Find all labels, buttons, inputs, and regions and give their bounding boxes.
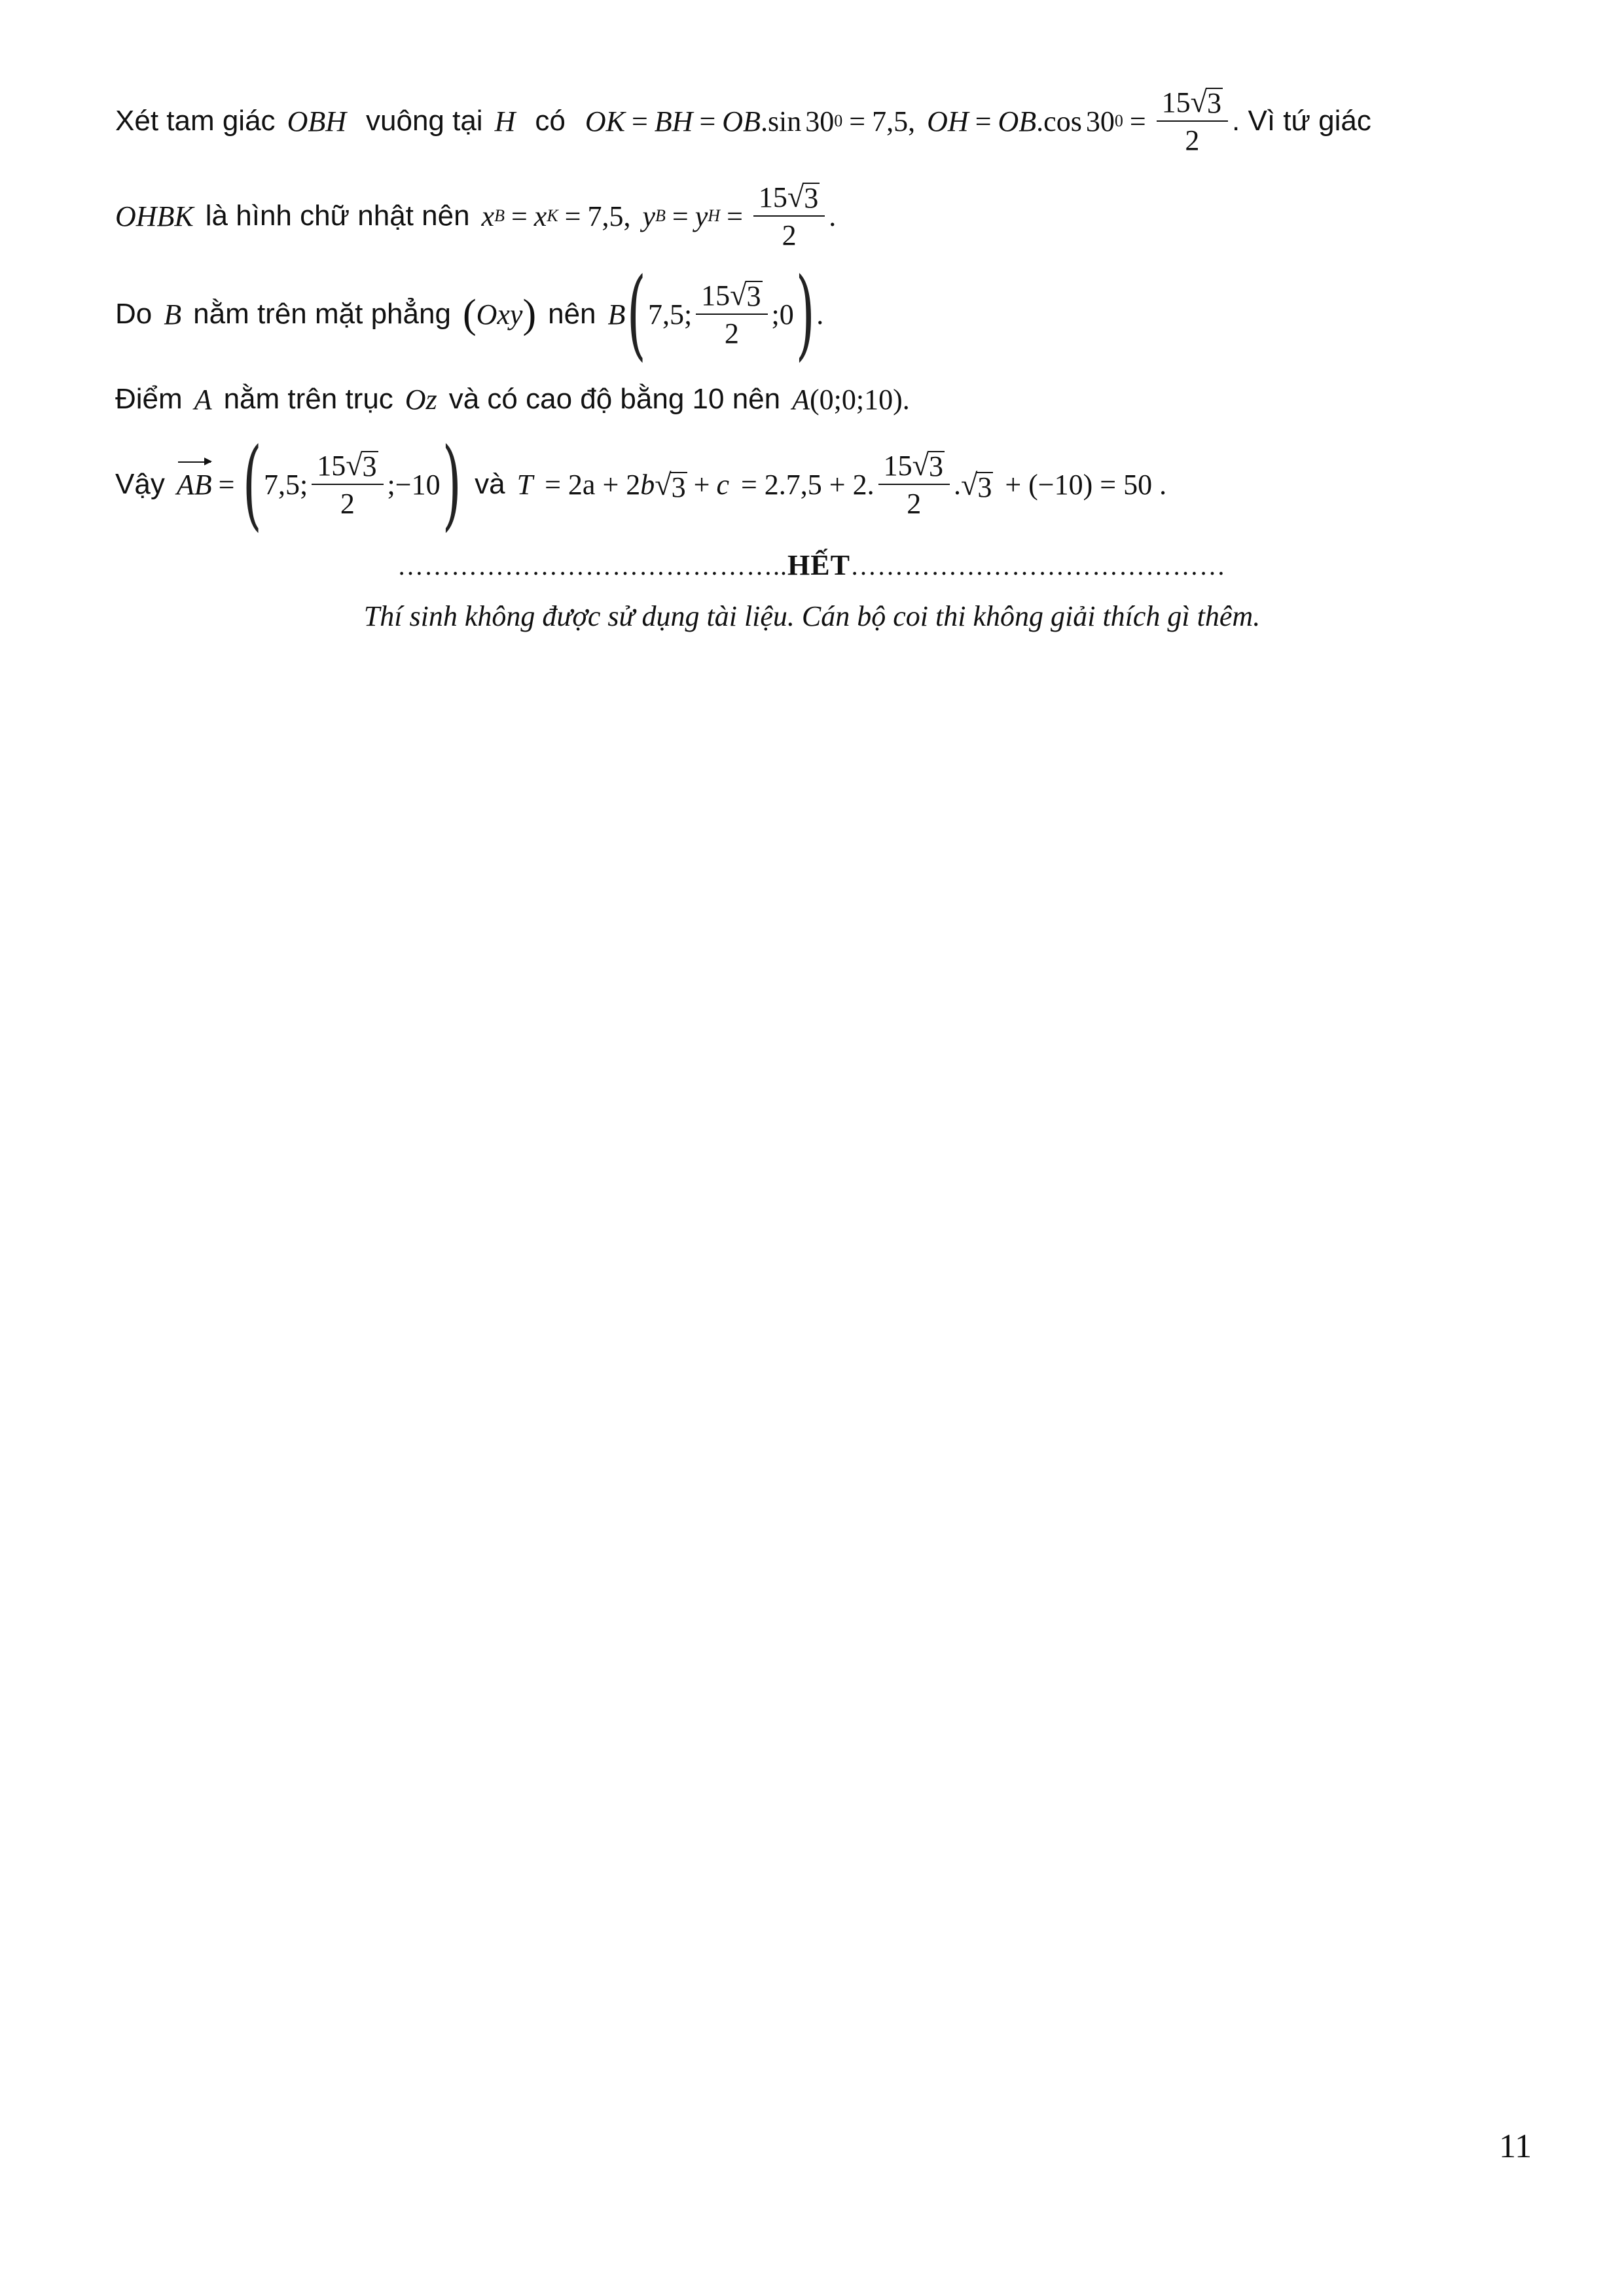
period: .: [829, 200, 837, 232]
text-diem: Điểm: [115, 383, 183, 415]
math-value-7-5: 7,5: [587, 200, 624, 232]
math-expression: = 2a + 2: [545, 468, 641, 501]
coord-x: 7,5;: [647, 298, 693, 331]
math-c: c: [716, 468, 729, 501]
math-equals: =: [1129, 105, 1146, 137]
text-va: và: [475, 468, 505, 500]
math-ok: OK: [585, 105, 625, 137]
big-paren-left: (: [243, 427, 262, 541]
text-xet-tam-giac: Xét tam giác: [115, 105, 276, 137]
math-y: y: [642, 200, 656, 232]
math-sin: .sin: [760, 105, 802, 137]
sqrt-3: √ 3: [960, 467, 992, 503]
page-number: 11: [1499, 2128, 1532, 2165]
exam-note: Thí sinh không được sử dụng tài liệu. Cán bộ coi thi không giải thích gì thêm.: [363, 600, 1261, 632]
text-vay: Vậy: [115, 468, 165, 500]
math-a: A: [194, 383, 212, 416]
math-degree: 0: [834, 111, 843, 130]
math-subscript-h: H: [708, 206, 721, 225]
math-equals: =: [631, 105, 648, 137]
solution-line-5: [115, 427, 1545, 541]
solution-line-2: OHBK là hình chữ nhật nên x B = x K = 7,5 , y B = y H = 15 √ 3 2 .: [115, 179, 837, 252]
big-paren-left: (: [627, 257, 647, 371]
paren-right: ): [522, 292, 537, 336]
math-dot: .: [953, 468, 961, 501]
math-subscript-b: B: [494, 206, 505, 225]
solution-line-1: [115, 79, 1545, 164]
big-paren-right: ): [442, 427, 461, 541]
math-oh: OH: [927, 105, 969, 137]
end-marker: [340, 548, 1283, 582]
period: .: [902, 383, 910, 416]
text-vuong-tai: vuông tại: [366, 105, 483, 137]
math-ob: OB: [998, 105, 1037, 137]
math-b: B: [164, 298, 182, 331]
big-paren-right: ): [795, 257, 815, 371]
math-equals: =: [975, 105, 992, 137]
math-ohbk: OHBK: [115, 200, 194, 232]
math-oz: Oz: [405, 383, 437, 416]
fraction-15-sqrt3-over-2: 15 √ 3 2: [312, 450, 383, 520]
coords-a: (0;0;10): [810, 383, 903, 416]
end-label: HẾT: [787, 549, 850, 581]
math-b: B: [607, 298, 626, 331]
math-subscript-b: B: [655, 206, 666, 225]
coord-z: ;−10: [387, 468, 441, 501]
solution-line-4: [115, 373, 1545, 425]
fraction-15-sqrt3-over-2: 15 √ 3 2: [753, 181, 825, 251]
vector-ab: AB: [176, 468, 212, 501]
coord-z: ;0: [771, 298, 794, 331]
math-expression: = 2.7,5 + 2.: [740, 468, 875, 501]
period: .: [816, 298, 824, 331]
math-h: H: [494, 105, 516, 137]
math-oxy: Oxy: [476, 298, 523, 331]
paren-left: (: [462, 292, 477, 336]
math-x: x: [533, 200, 547, 232]
math-result: + (−10) = 50 .: [1005, 468, 1167, 501]
math-y: y: [695, 200, 708, 232]
math-cos: .cos: [1036, 105, 1082, 137]
math-angle: 30: [805, 105, 835, 137]
math-equals: =: [849, 105, 866, 137]
text-cao-do: và có cao độ bằng 10 nên: [448, 383, 781, 415]
sqrt-3: √ 3: [655, 467, 686, 503]
text-vi-tu-giac: . Vì tứ giác: [1232, 105, 1371, 137]
text-nam-tren-mat-phang: nằm trên mặt phẳng: [193, 298, 451, 330]
math-obh: OBH: [287, 105, 346, 137]
math-value-7-5: 7,5: [872, 105, 909, 137]
math-bh: BH: [654, 105, 693, 137]
dots-right: ……………………………………: [850, 551, 1226, 581]
fraction-15-sqrt3-over-2: 15 √ 3 2: [1157, 86, 1228, 156]
math-t: T: [516, 468, 533, 501]
dots-left: ……………………………………..: [397, 551, 788, 581]
coord-x: 7,5;: [263, 468, 308, 501]
math-a: A: [792, 383, 810, 416]
math-ob: OB: [722, 105, 761, 137]
text-do: Do: [115, 298, 153, 330]
math-comma: ,: [908, 105, 916, 137]
math-plus: +: [693, 468, 710, 501]
math-angle: 30: [1085, 105, 1115, 137]
math-x: x: [481, 200, 495, 232]
fraction-15-sqrt3-over-2: 15 √ 3 2: [878, 450, 950, 520]
text-co: có: [535, 105, 566, 137]
math-equals: =: [218, 468, 235, 501]
math-equals: =: [699, 105, 716, 137]
text-nen: nên: [548, 298, 596, 330]
math-degree: 0: [1114, 111, 1123, 130]
solution-line-3: [115, 257, 1545, 371]
text-la-hinh-chu-nhat-nen: là hình chữ nhật nên: [205, 200, 470, 232]
math-b: b: [640, 468, 655, 501]
fraction-15-sqrt3-over-2: 15 √ 3 2: [696, 279, 767, 350]
math-subscript-k: K: [547, 206, 558, 225]
text-nam-tren-truc: nằm trên trục: [223, 383, 393, 415]
